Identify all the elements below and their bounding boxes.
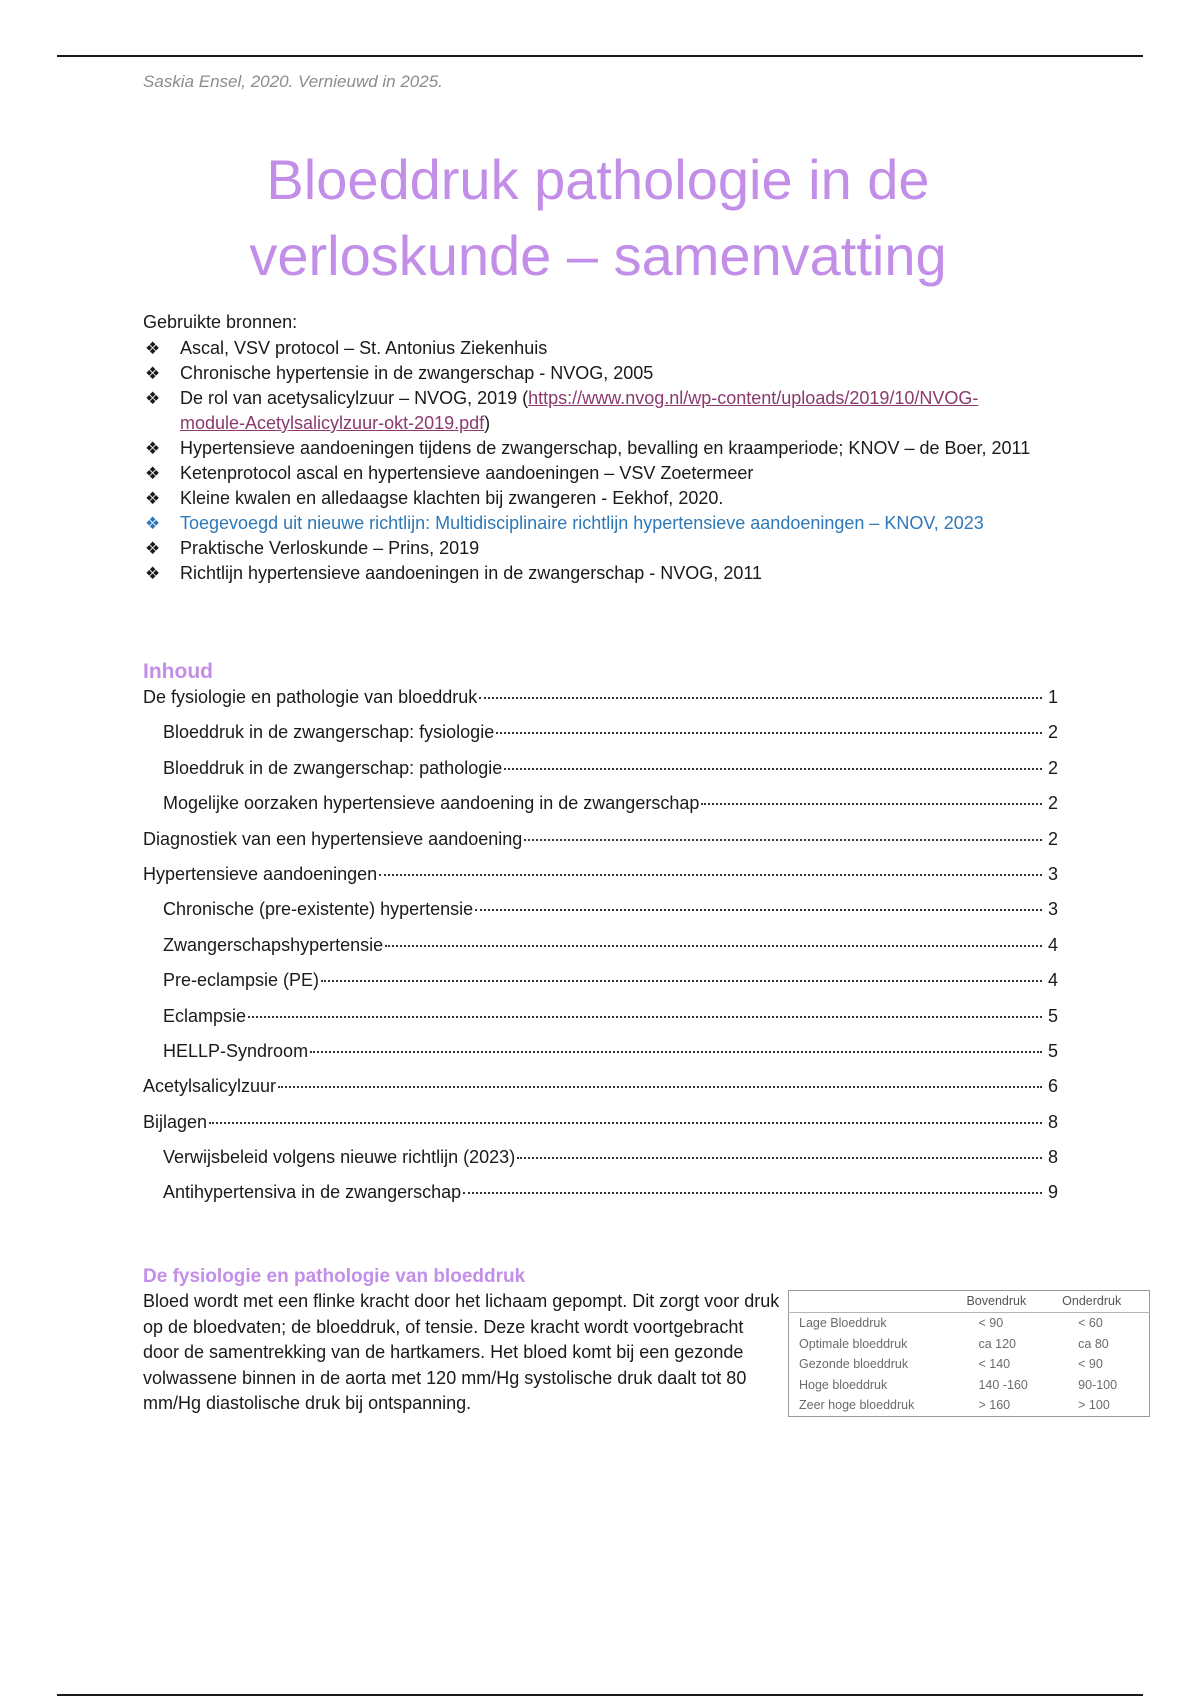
toc-entry[interactable] [143,1039,1058,1074]
toc-entry-label: Eclampsie [163,1005,247,1026]
toc-entry-page: 1 [1047,687,1058,707]
table-row [789,1375,1150,1396]
toc-list [143,685,1058,1216]
diamond-bullet-icon: ❖ [145,364,161,383]
diamond-bullet-icon: ❖ [145,489,161,508]
table-cell: Hoge bloeddruk [799,1377,888,1392]
table-of-contents [143,660,1058,1216]
toc-entry[interactable] [143,933,1058,968]
source-item [143,386,1043,436]
table-cell: < 90 [1078,1357,1103,1371]
section-physiology [143,1265,783,1417]
source-text: Praktische Verloskunde – Prins, 2019 [180,538,480,558]
toc-entry[interactable] [143,1110,1058,1145]
toc-entry-page: 8 [1047,1147,1058,1168]
toc-entry-label: Zwangerschapshypertensie [163,934,384,955]
toc-entry-page: 5 [1047,1040,1058,1061]
diamond-bullet-icon: ❖ [145,389,161,408]
source-item [143,361,1043,386]
source-text: Richtlijn hypertensieve aandoeningen in de zwangerschap - NVOG, 2011 [180,563,763,583]
author-line: Saskia Ensel, 2020. Vernieuwd in 2025. [143,72,443,91]
toc-entry-page: 4 [1047,970,1058,991]
toc-entry[interactable] [143,897,1058,932]
toc-dot-leader [278,1086,1042,1088]
toc-entry-label: De fysiologie en pathologie van bloeddruk [143,687,478,707]
toc-entry[interactable] [143,791,1058,826]
toc-entry[interactable] [143,862,1058,897]
toc-entry-label: Mogelijke oorzaken hypertensieve aandoening in de zwangerschap [163,793,700,814]
diamond-bullet-icon: ❖ [145,564,161,583]
toc-dot-leader [517,1157,1042,1159]
source-text: Ascal, VSV protocol – St. Antonius Ziekenhuis [180,338,548,358]
table-cell: Zeer hoge bloeddruk [799,1398,915,1412]
toc-entry-label: Bijlagen [143,1111,208,1132]
title-line-1: Bloeddruk pathologie in de [266,148,930,211]
sources-list [143,336,1043,586]
table-row [789,1313,1150,1334]
table-cell: < 140 [978,1357,1011,1371]
toc-entry-label: Acetylsalicylzuur [143,1076,277,1097]
source-text: De rol van acetysalicylzuur – NVOG, 2019 ( [180,388,529,408]
toc-dot-leader [524,839,1042,841]
source-text: Kleine kwalen en alledaagse klachten bij zwangeren - Eekhof, 2020. [180,488,724,508]
toc-heading: Inhoud [143,660,213,683]
toc-entry-page: 3 [1047,863,1058,884]
toc-entry[interactable] [143,756,1058,791]
table-cell: ca 80 [1078,1336,1109,1351]
table-row [789,1395,1150,1416]
diamond-bullet-icon: ❖ [145,439,161,458]
table-cell: > 160 [978,1398,1011,1412]
toc-entry[interactable] [143,827,1058,862]
toc-entry[interactable] [143,720,1058,755]
source-item [143,561,1043,586]
source-item [143,461,1043,486]
toc-entry-page: 8 [1047,1111,1058,1132]
diamond-bullet-icon: ❖ [145,339,161,358]
toc-dot-leader [504,768,1042,770]
toc-entry[interactable] [143,1004,1058,1039]
toc-dot-leader [310,1051,1042,1053]
source-text: Ketenprotocol ascal en hypertensieve aandoeningen – VSV Zoetermeer [180,463,754,483]
diamond-bullet-icon: ❖ [145,539,161,558]
table-cell: < 90 [978,1316,1004,1330]
sources-section [143,310,1043,586]
table-cell: 90-100 [1078,1377,1118,1392]
toc-dot-leader [463,1192,1042,1194]
top-rule [57,55,1143,57]
source-text-suffix: ) [484,413,491,433]
diamond-bullet-icon: ❖ [145,514,161,533]
toc-entry-page: 2 [1047,757,1058,778]
toc-entry-page: 9 [1047,1182,1058,1203]
source-link[interactable]: https://www.nvog.nl/wp-content/uploads/2019/10/NVOG-module-Acetylsalicylzuur-okt-2019.pdf [180,388,979,433]
toc-entry-page: 3 [1047,899,1058,920]
toc-entry[interactable] [143,1145,1058,1180]
toc-entry[interactable] [143,968,1058,1003]
blood-pressure-table [788,1290,1150,1417]
toc-entry[interactable] [143,1074,1058,1109]
column-header [789,1291,961,1313]
table-row [789,1334,1150,1355]
diamond-bullet-icon: ❖ [145,464,161,483]
table-cell: Optimale bloeddruk [799,1336,908,1351]
column-header: Bovendruk [960,1291,1056,1313]
toc-dot-leader [321,980,1042,982]
toc-entry-label: HELLP-Syndroom [163,1040,309,1061]
toc-entry-label: Hypertensieve aandoeningen [143,863,378,884]
title-line-2: verloskunde – samenvatting [249,224,947,287]
table-cell: > 100 [1078,1398,1110,1412]
toc-entry-page: 5 [1047,1005,1058,1026]
source-item [143,486,1043,511]
toc-dot-leader [701,803,1042,805]
toc-dot-leader [496,732,1042,734]
toc-entry-label: Pre-eclampsie (PE) [163,970,320,991]
toc-entry-label: Bloeddruk in de zwangerschap: pathologie [163,757,503,778]
table-row [789,1354,1150,1375]
table-cell: ca 120 [978,1336,1016,1351]
toc-entry-label: Chronische (pre-existente) hypertensie [163,899,474,920]
source-item [143,536,1043,561]
document-title [143,142,1053,294]
toc-entry-label: Verwijsbeleid volgens nieuwe richtlijn (2023) [163,1147,516,1168]
toc-entry-label: Diagnostiek van een hypertensieve aandoening [143,828,523,849]
source-text: Chronische hypertensie in de zwangerschap - NVOG, 2005 [180,363,654,383]
source-item-new-guideline [143,511,1043,536]
toc-dot-leader [248,1016,1042,1018]
table-cell: 140 -160 [978,1377,1028,1392]
table-header-row [789,1291,1150,1313]
table-cell: Gezonde bloeddruk [799,1357,909,1371]
toc-dot-leader [379,874,1042,876]
source-text: Toegevoegd uit nieuwe richtlijn: Multidisciplinaire richtlijn hypertensieve aandoeningen – KNOV, 2023 [180,513,984,533]
toc-dot-leader [385,945,1042,947]
toc-entry-label: Bloeddruk in de zwangerschap: fysiologie [163,722,495,743]
sources-heading: Gebruikte bronnen: [143,312,298,332]
source-item [143,436,1043,461]
toc-entry-page: 4 [1047,934,1058,955]
bottom-rule [57,1694,1143,1696]
section-body: Bloed wordt met een flinke kracht door het lichaam gepompt. Dit zorgt voor druk op de bloedvaten; de bloeddruk, of tensie. Deze kracht wordt voortgebracht door de samentrekking van de hartkamers. Het bloed komt bij een gezonde volwassene binnen in de aorta met 120 mm/Hg systolische druk daalt tot 80 mm/Hg diastolische druk bij ontspanning. [143,1291,780,1413]
table-cell: Lage Bloeddruk [799,1316,887,1330]
toc-entry-page: 2 [1047,722,1058,743]
toc-dot-leader [479,697,1042,699]
toc-dot-leader [209,1122,1042,1124]
toc-entry[interactable] [143,1180,1058,1215]
toc-entry-label: Antihypertensiva in de zwangerschap [163,1182,462,1203]
toc-entry-page: 2 [1047,793,1058,814]
source-text: Hypertensieve aandoeningen tijdens de zwangerschap, bevalling en kraamperiode; KNOV – de Boer, 2011 [180,438,1031,458]
toc-entry[interactable] [143,685,1058,720]
table-cell: < 60 [1078,1316,1103,1330]
source-item [143,336,1043,361]
toc-dot-leader [475,909,1042,911]
column-header: Onderdruk [1056,1291,1149,1313]
toc-entry-page: 2 [1047,828,1058,849]
toc-entry-page: 6 [1047,1076,1058,1097]
section-heading: De fysiologie en pathologie van bloeddruk [143,1266,526,1287]
